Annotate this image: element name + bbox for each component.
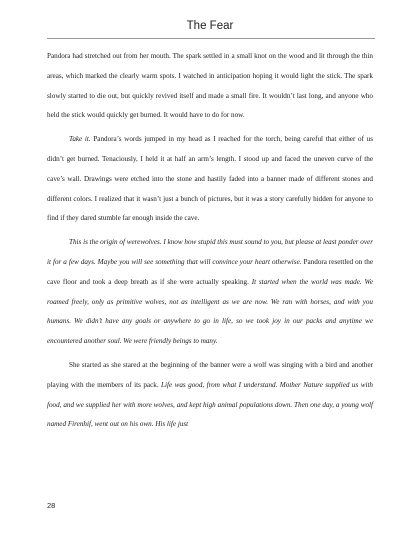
header-divider	[47, 38, 375, 39]
page-header-title: The Fear	[186, 20, 234, 32]
paragraph-1	[47, 47, 373, 126]
paragraph-3-text: Pandora resettled on the cave floor and took a deep breath as if she were actually speaking.	[47, 257, 373, 286]
paragraph-1-text: Pandora had stretched out from her mouth. The spark settled in a small knot on the wood and lit through the thin areas, which marked the clearly warm spots. I watched in anticipation hoping it would light the stick. The spark slowly started to die out, but quickly revived itself and made a small fire. It wouldn’t last long, and anyone who held the stick would quickly get burned. It would have to do for now.	[47, 52, 373, 120]
body-text	[47, 47, 373, 435]
paragraph-3	[47, 233, 373, 352]
paragraph-4-italic-run: Life was good, from what I understand. Mother Nature supplied us with food, and we supplied her with more wolves, and kept high animal populations down. Then one day, a young wolf named Firenhif, went out on his own. His life just	[47, 380, 373, 429]
paragraph-4-text: She started as she stared at the beginning of the banner were a wolf was singing with a bird and another playing with the members of its pack.	[47, 360, 373, 389]
paragraph-2-text: Pandora’s words jumped in my head as I reached for the torch, being careful that either of us didn’t get burned. Tenaciously, I held it at half an arm’s length. I stood up and faced the uneven curve of the cave’s wall. Drawings were etched into the stone and hastily faded into a banner made of different stones and different colors. I realized that it wasn’t just a bunch of pictures, but it was a story carefully hidden for anyone to find if they dared stumble far enough inside the cave.	[47, 135, 373, 223]
page-number: 28	[47, 501, 56, 510]
paragraph-3-italic-run-1: This is the origin of werewolves. I know how stupid this must sound to you, but please at least ponder over it for a few days. Maybe you will see something that will convince your heart otherwise.	[47, 238, 373, 266]
paragraph-3-italic-run-2: It started when the world was made. We roamed freely, only as primitive wolves, not as intelligent as we are now. We ran with horses, and with you humans. We didn’t have any goals or anywhere to go in life, so we took joy in our packs and anytime we encountered another soul. We were friendly beings to many.	[47, 277, 373, 346]
paragraph-2	[47, 130, 373, 229]
paragraph-4	[47, 356, 373, 435]
paragraph-2-italic-run: Take it.	[69, 135, 91, 144]
